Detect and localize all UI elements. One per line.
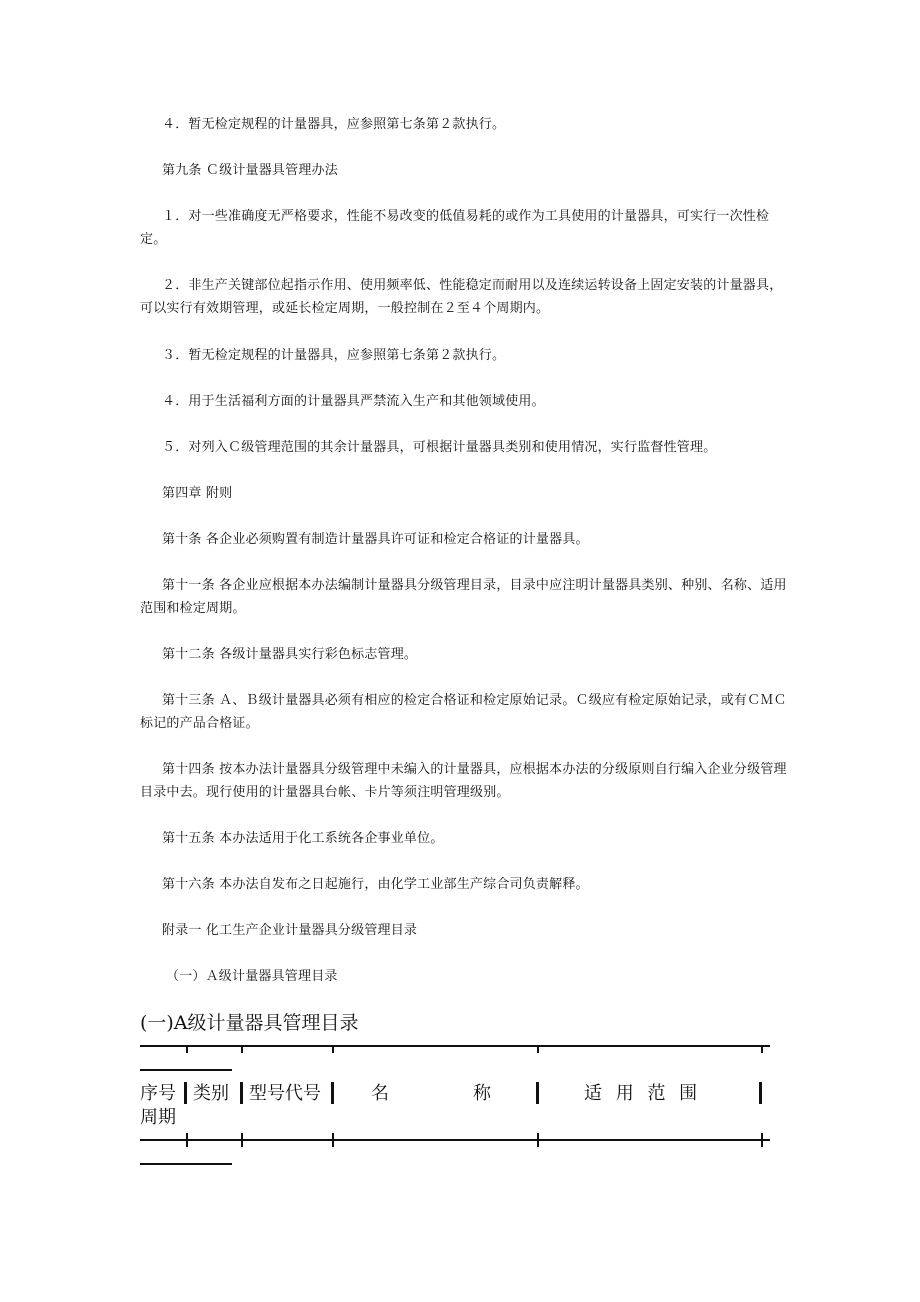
header-category: 类别: [193, 1083, 229, 1104]
header-model-code: 型号代号: [249, 1083, 321, 1104]
header-name-first: 名: [371, 1083, 389, 1104]
paragraph: ２．非生产关键部位起指示作用、使用频率低、性能稳定而耐用以及连续运转设备上固定安装的计量器具，可以实行有效期管理，或延长检定周期，一般控制在２至４个周期内。: [140, 278, 783, 316]
table-tick: [761, 1045, 763, 1053]
paragraph: 第十六条 本办法自发布之日起施行，由化学工业部生产综合司负责解释。: [162, 877, 589, 892]
paragraph: ３．暂无检定规程的计量器具，应参照第七条第２款执行。: [162, 348, 506, 363]
paragraph: ５．对列入Ｃ级管理范围的其余计量器具，可根据计量器具类别和使用情况，实行监督性管理。: [162, 440, 717, 455]
column-separator: [184, 1082, 187, 1104]
column-separator: [331, 1082, 334, 1104]
table-title: (一)A级计量器具管理目录: [140, 1012, 359, 1034]
paragraph: １．对一些准确度无严格要求，性能不易改变的低值易耗的或作为工具使用的计量器具，可实行一次性检定。: [140, 209, 770, 247]
table-cross: [537, 1133, 539, 1147]
table-top-rule-wrap: [140, 1069, 232, 1071]
column-separator: [536, 1082, 539, 1104]
header-cycle: 周期: [140, 1107, 176, 1128]
table-cross: [761, 1133, 763, 1147]
table-tick: [537, 1045, 539, 1053]
header-name-second: 称: [473, 1083, 491, 1104]
table-bottom-rule-wrap: [140, 1163, 232, 1165]
paragraph: 第十一条 各企业应根据本办法编制计量器具分级管理目录，目录中应注明计量器具类别、种别、名称、适用范围和检定周期。: [140, 578, 787, 616]
column-separator: [759, 1082, 762, 1104]
table-cross: [241, 1133, 243, 1147]
paragraph: ４．用于生活福利方面的计量器具严禁流入生产和其他领域使用。: [162, 394, 545, 409]
table-cross: [332, 1133, 334, 1147]
paragraph: 第十二条 各级计量器具实行彩色标志管理。: [162, 647, 418, 662]
paragraph: 第十三条 Ａ、Ｂ级计量器具必须有相应的检定合格证和检定原始记录。Ｃ级应有检定原始记录，或有ＣＭＣ标记的产品合格证。: [140, 693, 787, 731]
table-top-rule: [140, 1045, 770, 1047]
table-tick: [241, 1045, 243, 1053]
section-heading: 第九条 Ｃ级计量器具管理办法: [162, 163, 338, 178]
header-serial-number: 序号: [140, 1083, 176, 1104]
header-scope: 适 用 范 围: [584, 1083, 698, 1104]
chapter-heading: 第四章 附则: [162, 486, 233, 501]
table-cross: [186, 1133, 188, 1147]
paragraph: ４．暂无检定规程的计量器具，应参照第七条第２款执行。: [162, 117, 506, 132]
column-separator: [240, 1082, 243, 1104]
paragraph: 第十四条 按本办法计量器具分级管理中未编入的计量器具，应根据本办法的分级原则自行编入企业分级管理目录中去。现行使用的计量器具台帐、卡片等须注明管理级别。: [140, 762, 787, 800]
table-tick: [332, 1045, 334, 1053]
appendix-heading: 附录一 化工生产企业计量器具分级管理目录: [162, 923, 418, 938]
paragraph: 第十条 各企业必须购置有制造计量器具许可证和检定合格证的计量器具。: [162, 532, 589, 547]
paragraph: 第十五条 本办法适用于化工系统各企事业单位。: [162, 831, 444, 846]
table-header-bottom-rule: [140, 1139, 770, 1141]
table-tick: [186, 1045, 188, 1053]
appendix-subheading: （一）Ａ级计量器具管理目录: [166, 969, 338, 984]
